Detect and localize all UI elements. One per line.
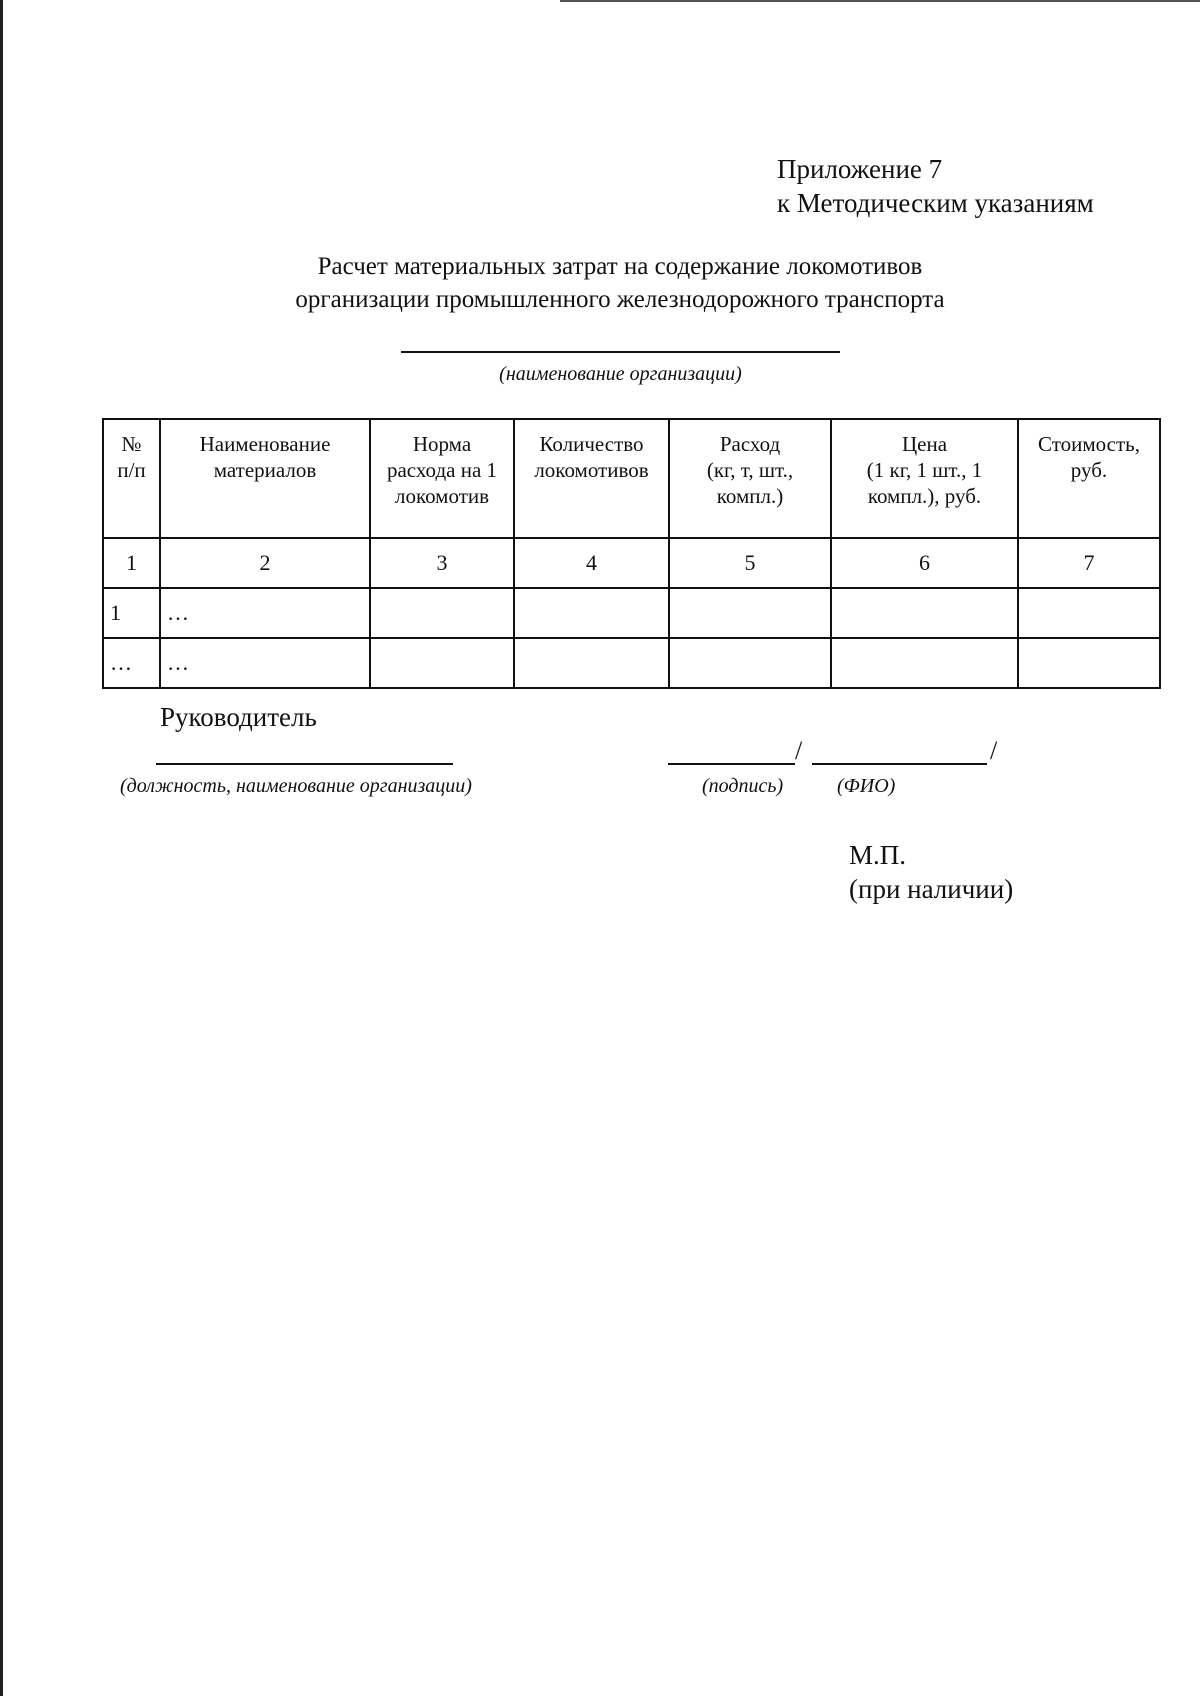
signature-line (668, 763, 795, 765)
appendix-line-2: к Методическим указаниям (777, 188, 1094, 218)
title-line-1: Расчет материальных затрат на содержание локомотивов (317, 253, 923, 280)
stamp-line-2: (при наличии) (849, 874, 1014, 904)
column-number-row (103, 538, 1160, 588)
column-number-cell: 6 (831, 538, 1018, 588)
table-cell (514, 588, 669, 638)
column-number-cell: 3 (370, 538, 514, 588)
table-cell (514, 638, 669, 688)
column-number-cell: 7 (1018, 538, 1160, 588)
table-cell (1018, 588, 1160, 638)
position-line (156, 763, 453, 765)
signature-separator: / (795, 736, 803, 765)
scan-edge-top (560, 0, 1200, 2)
name-separator: / (990, 736, 998, 765)
header-cell-price: Цена (1 кг, 1 шт., 1 компл.), руб. (831, 419, 1018, 538)
table-cell (669, 588, 831, 638)
stamp-line-1: М.П. (849, 840, 907, 870)
table-cell: … (160, 638, 370, 688)
appendix-line-1: Приложение 7 (777, 154, 943, 184)
column-number-cell: 2 (160, 538, 370, 588)
appendix-reference (777, 152, 1094, 220)
header-cell-consumption: Расход (кг, т, шт., компл.) (669, 419, 831, 538)
table-row (103, 588, 1160, 638)
header-cell-number: № п/п (103, 419, 160, 538)
column-number-cell: 5 (669, 538, 831, 588)
stamp-place (849, 838, 1013, 906)
column-number-cell: 4 (514, 538, 669, 588)
head-label: Руководитель (160, 702, 317, 732)
table-cell (1018, 638, 1160, 688)
signature-caption: (подпись) (702, 775, 784, 797)
organization-name-caption: (наименование организации) (499, 363, 742, 385)
table-header-row (103, 419, 1160, 538)
header-cell-norm: Норма расхода на 1 локомотив (370, 419, 514, 538)
organization-name-line (401, 351, 840, 353)
name-line (812, 763, 987, 765)
name-caption: (ФИО) (837, 775, 896, 797)
header-cell-locomotive-count: Количество локомотивов (514, 419, 669, 538)
table-cell: 1 (103, 588, 160, 638)
table-cell (669, 638, 831, 688)
table-cell: … (103, 638, 160, 688)
position-caption: (должность, наименование организации) (120, 775, 472, 797)
materials-cost-table (102, 418, 1161, 689)
table-cell (831, 638, 1018, 688)
table-cell (831, 588, 1018, 638)
table-cell: … (160, 588, 370, 638)
document-title (0, 250, 1200, 316)
table-cell (370, 588, 514, 638)
header-cell-material-name: Наименование материалов (160, 419, 370, 538)
title-line-2: организации промышленного железнодорожного транспорта (295, 286, 945, 313)
header-cell-cost: Стоимость, руб. (1018, 419, 1160, 538)
table-row (103, 638, 1160, 688)
table-cell (370, 638, 514, 688)
column-number-cell: 1 (103, 538, 160, 588)
